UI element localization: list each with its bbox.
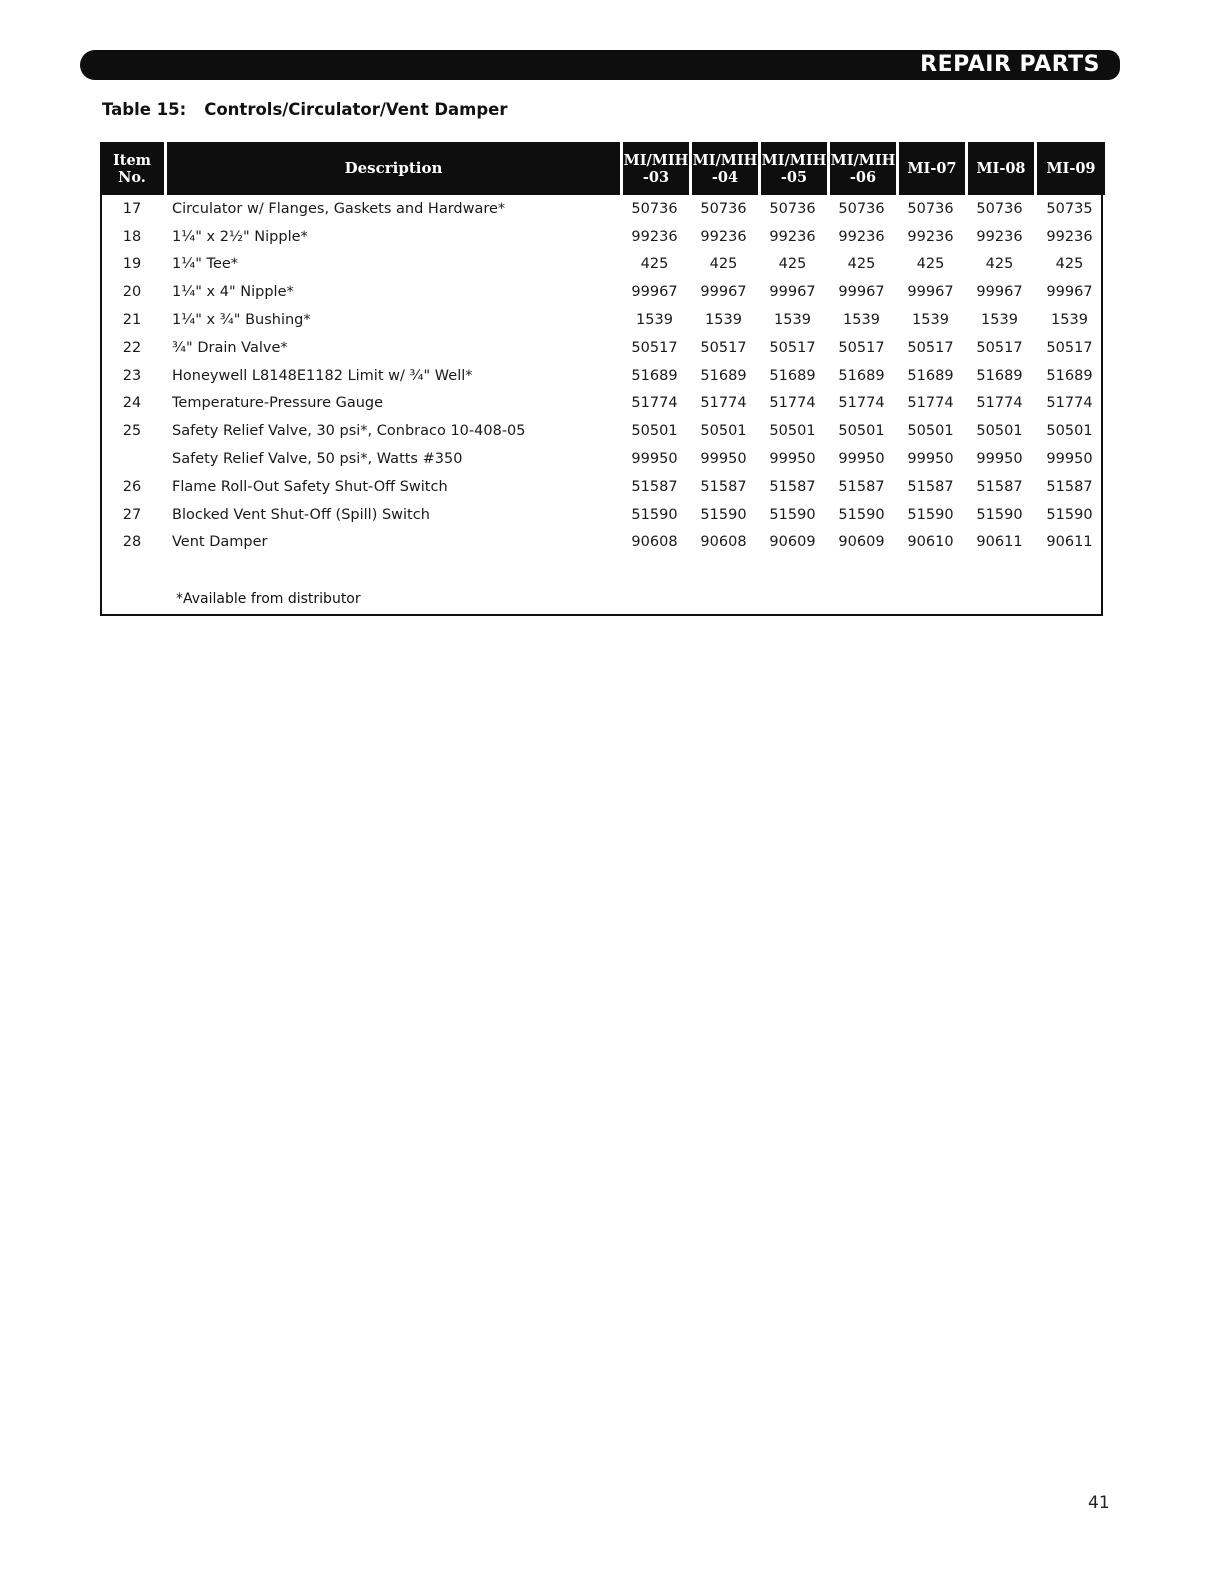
part-number-cell: 50517 bbox=[838, 339, 885, 356]
part-number-cell: 99950 bbox=[769, 451, 816, 468]
item-number-cell: 21 bbox=[122, 312, 142, 329]
part-number-cell: 425 bbox=[985, 256, 1014, 273]
part-number-cell: 50501 bbox=[769, 423, 816, 440]
column-header-mi-mih-04: MI/MIH -04 bbox=[689, 142, 758, 195]
part-number-cell: 50517 bbox=[1046, 339, 1093, 356]
part-number-cell: 99967 bbox=[769, 284, 816, 301]
description-cell: Circulator w/ Flanges, Gaskets and Hardware* bbox=[172, 200, 506, 217]
part-number-cell: 90610 bbox=[907, 534, 954, 551]
part-number-cell: 51689 bbox=[700, 367, 747, 384]
part-number-cell: 50736 bbox=[631, 200, 678, 217]
part-number-cell: 50736 bbox=[700, 200, 747, 217]
part-number-cell: 50501 bbox=[907, 423, 954, 440]
part-number-cell: 99236 bbox=[769, 228, 816, 245]
part-number-cell: 51590 bbox=[1046, 506, 1093, 523]
part-number-cell: 99950 bbox=[976, 451, 1023, 468]
table-row bbox=[100, 473, 1105, 501]
part-number-cell: 425 bbox=[640, 256, 669, 273]
part-number-cell: 1539 bbox=[981, 312, 1018, 329]
table-row bbox=[100, 251, 1105, 279]
table-header-row bbox=[100, 142, 1105, 195]
part-number-cell: 51774 bbox=[700, 395, 747, 412]
description-cell: 1¼" x ¾" Bushing* bbox=[172, 312, 311, 329]
item-number-cell: 26 bbox=[122, 478, 142, 495]
description-cell: Safety Relief Valve, 30 psi*, Conbraco 10-408-05 bbox=[172, 423, 526, 440]
part-number-cell: 50501 bbox=[976, 423, 1023, 440]
part-number-cell: 50517 bbox=[976, 339, 1023, 356]
table-row bbox=[100, 334, 1105, 362]
part-number-cell: 51587 bbox=[976, 478, 1023, 495]
part-number-cell: 51590 bbox=[769, 506, 816, 523]
part-number-cell: 425 bbox=[1055, 256, 1084, 273]
part-number-cell: 99950 bbox=[838, 451, 885, 468]
part-number-cell: 50736 bbox=[976, 200, 1023, 217]
part-number-cell: 51587 bbox=[769, 478, 816, 495]
part-number-cell: 51587 bbox=[700, 478, 747, 495]
part-number-cell: 51689 bbox=[631, 367, 678, 384]
part-number-cell: 99236 bbox=[838, 228, 885, 245]
part-number-cell: 425 bbox=[916, 256, 945, 273]
table-row bbox=[100, 223, 1105, 251]
item-number-cell: 17 bbox=[122, 200, 142, 217]
table-caption bbox=[102, 100, 508, 119]
section-banner bbox=[80, 50, 1120, 80]
part-number-cell: 99236 bbox=[907, 228, 954, 245]
part-number-cell: 99967 bbox=[838, 284, 885, 301]
description-cell: ¾" Drain Valve* bbox=[172, 339, 288, 356]
table-row bbox=[100, 278, 1105, 306]
part-number-cell: 50736 bbox=[907, 200, 954, 217]
description-cell: 1¼" x 2½" Nipple* bbox=[172, 228, 308, 245]
part-number-cell: 99236 bbox=[976, 228, 1023, 245]
item-number-cell: 27 bbox=[122, 506, 142, 523]
table-caption-title: Controls/Circulator/Vent Damper bbox=[204, 100, 508, 119]
table-row bbox=[100, 529, 1105, 557]
part-number-cell: 51689 bbox=[907, 367, 954, 384]
part-number-cell: 1539 bbox=[705, 312, 742, 329]
part-number-cell: 1539 bbox=[774, 312, 811, 329]
part-number-cell: 90609 bbox=[838, 534, 885, 551]
part-number-cell: 51774 bbox=[1046, 395, 1093, 412]
item-number-cell: 24 bbox=[122, 395, 142, 412]
table-row bbox=[100, 362, 1105, 390]
part-number-cell: 50501 bbox=[700, 423, 747, 440]
column-header-mi-08: MI-08 bbox=[965, 142, 1034, 195]
column-header-item-no: Item No. bbox=[100, 142, 164, 195]
part-number-cell: 50517 bbox=[907, 339, 954, 356]
part-number-cell: 50501 bbox=[838, 423, 885, 440]
table-row bbox=[100, 306, 1105, 334]
part-number-cell: 1539 bbox=[843, 312, 880, 329]
part-number-cell: 51689 bbox=[769, 367, 816, 384]
item-number-cell: 28 bbox=[122, 534, 142, 551]
part-number-cell: 51590 bbox=[907, 506, 954, 523]
description-cell: Temperature-Pressure Gauge bbox=[172, 395, 384, 412]
part-number-cell: 51774 bbox=[769, 395, 816, 412]
part-number-cell: 51587 bbox=[907, 478, 954, 495]
part-number-cell: 99950 bbox=[700, 451, 747, 468]
description-cell: Flame Roll-Out Safety Shut-Off Switch bbox=[172, 478, 448, 495]
part-number-cell: 90609 bbox=[769, 534, 816, 551]
part-number-cell: 51774 bbox=[838, 395, 885, 412]
part-number-cell: 99950 bbox=[907, 451, 954, 468]
part-number-cell: 90608 bbox=[631, 534, 678, 551]
part-number-cell: 51590 bbox=[700, 506, 747, 523]
footnote: *Available from distributor bbox=[176, 591, 361, 607]
part-number-cell: 51590 bbox=[838, 506, 885, 523]
item-number-cell: 25 bbox=[122, 423, 142, 440]
part-number-cell: 99950 bbox=[631, 451, 678, 468]
part-number-cell: 51689 bbox=[1046, 367, 1093, 384]
part-number-cell: 51587 bbox=[838, 478, 885, 495]
part-number-cell: 50501 bbox=[631, 423, 678, 440]
item-number-cell: 23 bbox=[122, 367, 142, 384]
description-cell: Safety Relief Valve, 50 psi*, Watts #350 bbox=[172, 451, 463, 468]
item-number-cell: 19 bbox=[122, 256, 142, 273]
part-number-cell: 99967 bbox=[700, 284, 747, 301]
part-number-cell: 51587 bbox=[631, 478, 678, 495]
description-cell: Honeywell L8148E1182 Limit w/ ¾" Well* bbox=[172, 367, 473, 384]
repair-parts-table bbox=[100, 142, 1105, 556]
part-number-cell: 99967 bbox=[1046, 284, 1093, 301]
part-number-cell: 50736 bbox=[769, 200, 816, 217]
table-row bbox=[100, 445, 1105, 473]
table-body bbox=[100, 195, 1105, 556]
description-cell: 1¼" Tee* bbox=[172, 256, 239, 273]
part-number-cell: 90608 bbox=[700, 534, 747, 551]
part-number-cell: 99236 bbox=[700, 228, 747, 245]
column-header-mi-07: MI-07 bbox=[896, 142, 965, 195]
part-number-cell: 50517 bbox=[769, 339, 816, 356]
part-number-cell: 1539 bbox=[636, 312, 673, 329]
part-number-cell: 90611 bbox=[976, 534, 1023, 551]
column-header-mi-09: MI-09 bbox=[1034, 142, 1105, 195]
table-row bbox=[100, 195, 1105, 223]
part-number-cell: 50517 bbox=[700, 339, 747, 356]
column-header-mi-mih-05: MI/MIH -05 bbox=[758, 142, 827, 195]
part-number-cell: 99236 bbox=[1046, 228, 1093, 245]
part-number-cell: 51689 bbox=[976, 367, 1023, 384]
part-number-cell: 99967 bbox=[631, 284, 678, 301]
table-row bbox=[100, 501, 1105, 529]
item-number-cell: 22 bbox=[122, 339, 142, 356]
part-number-cell: 1539 bbox=[1051, 312, 1088, 329]
description-cell: 1¼" x 4" Nipple* bbox=[172, 284, 294, 301]
part-number-cell: 51590 bbox=[631, 506, 678, 523]
part-number-cell: 99950 bbox=[1046, 451, 1093, 468]
part-number-cell: 50736 bbox=[838, 200, 885, 217]
table-row bbox=[100, 390, 1105, 418]
section-title: REPAIR PARTS bbox=[920, 52, 1100, 77]
item-number-cell: 20 bbox=[122, 284, 142, 301]
part-number-cell: 50517 bbox=[631, 339, 678, 356]
part-number-cell: 51587 bbox=[1046, 478, 1093, 495]
part-number-cell: 425 bbox=[778, 256, 807, 273]
part-number-cell: 51774 bbox=[907, 395, 954, 412]
part-number-cell: 99236 bbox=[631, 228, 678, 245]
part-number-cell: 50501 bbox=[1046, 423, 1093, 440]
description-cell: Vent Damper bbox=[172, 534, 268, 551]
part-number-cell: 51590 bbox=[976, 506, 1023, 523]
part-number-cell: 90611 bbox=[1046, 534, 1093, 551]
description-cell: Blocked Vent Shut-Off (Spill) Switch bbox=[172, 506, 430, 523]
item-number-cell: 18 bbox=[122, 228, 142, 245]
part-number-cell: 99967 bbox=[907, 284, 954, 301]
part-number-cell: 50735 bbox=[1046, 200, 1093, 217]
table-caption-number: Table 15: bbox=[102, 100, 187, 119]
item-number-cell bbox=[100, 445, 164, 473]
part-number-cell: 51689 bbox=[838, 367, 885, 384]
part-number-cell: 1539 bbox=[912, 312, 949, 329]
part-number-cell: 99967 bbox=[976, 284, 1023, 301]
column-header-mi-mih-03: MI/MIH -03 bbox=[620, 142, 689, 195]
page-number: 41 bbox=[1088, 1493, 1110, 1513]
column-header-mi-mih-06: MI/MIH -06 bbox=[827, 142, 896, 195]
table-row bbox=[100, 417, 1105, 445]
part-number-cell: 425 bbox=[709, 256, 738, 273]
part-number-cell: 51774 bbox=[976, 395, 1023, 412]
part-number-cell: 51774 bbox=[631, 395, 678, 412]
part-number-cell: 425 bbox=[847, 256, 876, 273]
column-header-description: Description bbox=[164, 142, 620, 195]
